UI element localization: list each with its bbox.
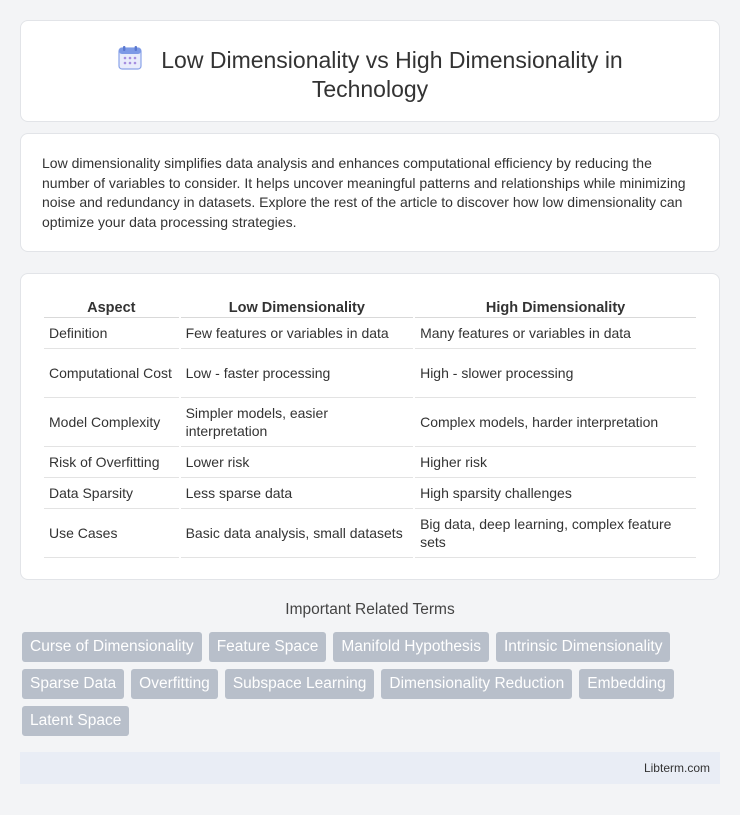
tag-curse-of-dimensionality[interactable]: Curse of Dimensionality	[22, 632, 202, 662]
table-cell: Model Complexity	[44, 398, 179, 447]
table-cell: Many features or variables in data	[415, 318, 696, 349]
title-card	[20, 20, 720, 122]
table-row	[44, 349, 696, 398]
table-header-row	[44, 294, 696, 318]
tag-dimensionality-reduction[interactable]: Dimensionality Reduction	[381, 669, 572, 699]
page-title-text: Low Dimensionality vs High Dimensionality in Technology	[161, 47, 623, 102]
table-cell: Few features or variables in data	[181, 318, 413, 349]
intro-paragraph: Low dimensionality simplifies data analysis and enhances computational efficiency by reducing the number of variables to consider. It helps uncover meaningful patterns and relationships while minimizing noise and redundancy in datasets. Explore the rest of the article to discover how low dimensionality can optimize your data processing strategies.	[42, 155, 686, 230]
table-cell: Use Cases	[44, 509, 179, 558]
tag-sparse-data[interactable]: Sparse Data	[22, 669, 124, 699]
table-cell: Low - faster processing	[181, 349, 413, 398]
table-cell: High - slower processing	[415, 349, 696, 398]
table-cell: Less sparse data	[181, 478, 413, 509]
table-cell: Higher risk	[415, 447, 696, 478]
table-row	[44, 318, 696, 349]
table-row	[44, 478, 696, 509]
tag-overfitting[interactable]: Overfitting	[131, 669, 218, 699]
table-cell: Definition	[44, 318, 179, 349]
table-cell: High sparsity challenges	[415, 478, 696, 509]
page-title	[81, 45, 659, 104]
footer-site-link[interactable]: Libterm.com	[643, 761, 710, 775]
intro-card	[20, 133, 720, 252]
table-cell: Big data, deep learning, complex feature sets	[415, 509, 696, 558]
header-high-dimensionality: High Dimensionality	[415, 294, 696, 318]
table-row	[44, 398, 696, 447]
tag-subspace-learning[interactable]: Subspace Learning	[225, 669, 375, 699]
table-row	[44, 447, 696, 478]
table-row	[44, 509, 696, 558]
header-aspect: Aspect	[44, 294, 179, 318]
comparison-card	[20, 273, 720, 580]
tag-latent-space[interactable]: Latent Space	[22, 706, 129, 736]
table-cell: Complex models, harder interpretation	[415, 398, 696, 447]
header-low-dimensionality: Low Dimensionality	[181, 294, 413, 318]
table-cell: Computational Cost	[44, 349, 179, 398]
tag-intrinsic-dimensionality[interactable]: Intrinsic Dimensionality	[496, 632, 671, 662]
title-wrap	[21, 45, 719, 104]
tag-embedding[interactable]: Embedding	[579, 669, 673, 699]
tag-feature-space[interactable]: Feature Space	[209, 632, 327, 662]
comparison-table	[42, 294, 698, 558]
related-terms-list	[22, 632, 712, 736]
table-cell: Data Sparsity	[44, 478, 179, 509]
table-cell: Simpler models, easier interpretation	[181, 398, 413, 447]
table-cell: Lower risk	[181, 447, 413, 478]
calendar-icon	[117, 45, 143, 71]
related-terms-heading: Important Related Terms	[285, 601, 455, 618]
tag-manifold-hypothesis[interactable]: Manifold Hypothesis	[333, 632, 489, 662]
table-cell: Risk of Overfitting	[44, 447, 179, 478]
table-cell: Basic data analysis, small datasets	[181, 509, 413, 558]
footer	[20, 752, 720, 784]
